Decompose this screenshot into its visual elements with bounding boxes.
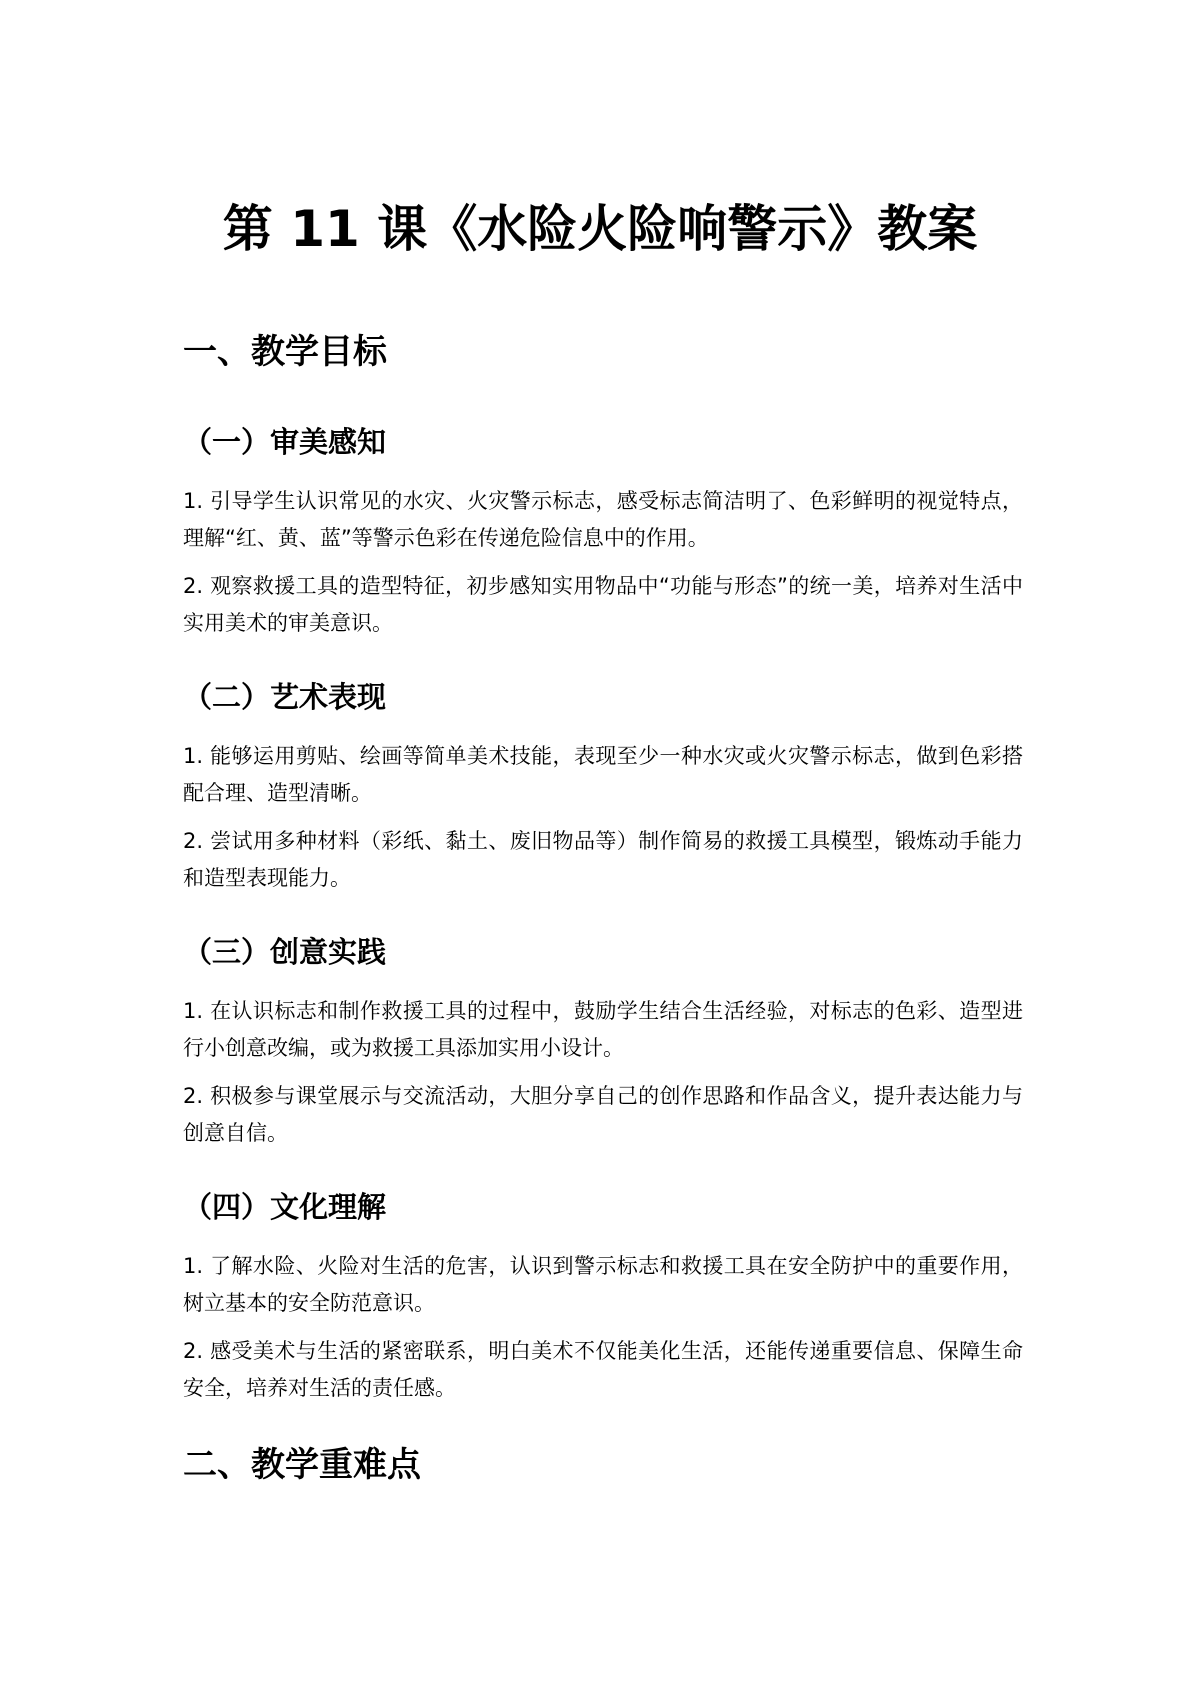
paragraph: 2. 尝试用多种材料（彩纸、黏土、废旧物品等）制作简易的救援工具模型，锻炼动手能力和造型表现能力。	[183, 829, 1023, 890]
paragraph: 1. 了解水险、火险对生活的危害，认识到警示标志和救援工具在安全防护中的重要作用，树立基本的安全防范意识。	[183, 1254, 1023, 1315]
paragraph: 1. 在认识标志和制作救援工具的过程中，鼓励学生结合生活经验，对标志的色彩、造型进行小创意改编，或为救援工具添加实用小设计。	[183, 999, 1023, 1060]
subsection-heading-creative-practice: （三）创意实践	[183, 935, 387, 969]
paragraph: 1. 能够运用剪贴、绘画等简单美术技能，表现至少一种水灾或火灾警示标志，做到色彩搭配合理、造型清晰。	[183, 744, 1023, 805]
document-title: 第 11 课《水险火险响警示》教案	[222, 200, 978, 258]
subsection-heading-artistic-expression: （二）艺术表现	[183, 680, 387, 714]
paragraph: 1. 引导学生认识常见的水灾、火灾警示标志，感受标志简洁明了、色彩鲜明的视觉特点，理解“红、黄、蓝”等警示色彩在传递危险信息中的作用。	[183, 489, 1023, 550]
subsection-heading-aesthetic-perception: （一）审美感知	[183, 425, 387, 459]
paragraph: 2. 积极参与课堂展示与交流活动，大胆分享自己的创作思路和作品含义，提升表达能力与创意自信。	[183, 1084, 1023, 1145]
subsection-heading-cultural-understanding: （四）文化理解	[183, 1190, 387, 1224]
paragraph: 2. 观察救援工具的造型特征，初步感知实用物品中“功能与形态”的统一美，培养对生活中实用美术的审美意识。	[183, 574, 1023, 635]
paragraph: 2. 感受美术与生活的紧密联系，明白美术不仅能美化生活，还能传递重要信息、保障生命安全，培养对生活的责任感。	[183, 1339, 1023, 1400]
section-heading-teaching-goals: 一、教学目标	[183, 332, 387, 372]
section-heading-key-difficulties: 二、教学重难点	[183, 1445, 421, 1485]
